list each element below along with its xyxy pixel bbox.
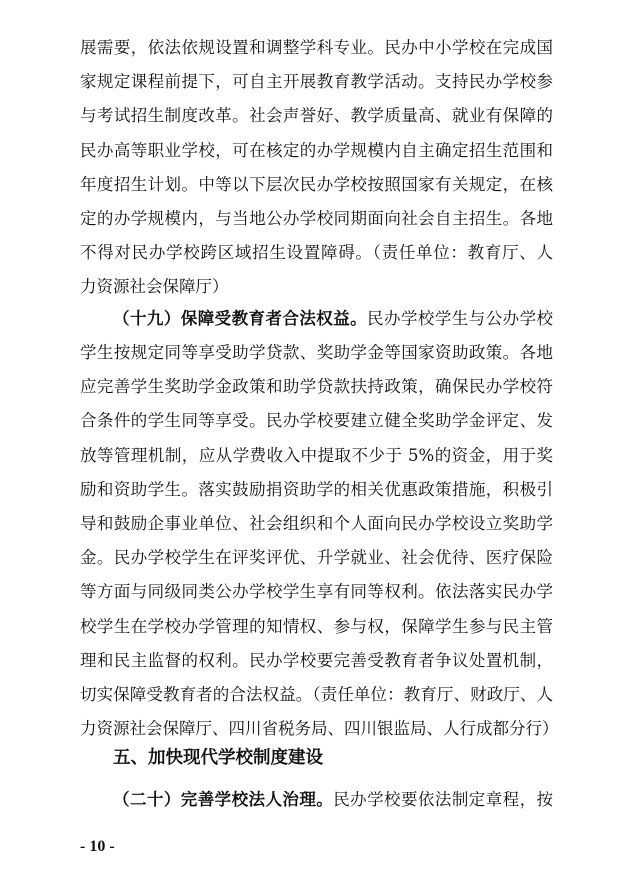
page-number: - 10 - — [80, 838, 115, 855]
text-line: 民办高等职业学校，可在核定的办学规模内自主确定招生范围和 — [80, 140, 553, 160]
paragraph-first-line — [113, 784, 553, 816]
paragraph-text: 民办学校要依法制定章程，按 — [333, 790, 554, 809]
text-line: 放等管理机制，应从学费收入中提取不少于 5%的资金，用于奖 — [80, 445, 553, 465]
paragraph-heading: （十九）保障受教育者合法权益。 — [113, 309, 368, 328]
section-heading: 五、加快现代学校制度建设 — [113, 748, 323, 768]
paragraph-heading: （二十）完善学校法人治理。 — [113, 790, 334, 809]
text-line: 励和资助学生。落实鼓励捐资助学的相关优惠政策措施，积极引 — [80, 479, 553, 499]
paragraph-first-line — [113, 303, 553, 335]
text-line: 金。民办学校学生在评奖评优、升学就业、社会优待、医疗保险 — [80, 548, 553, 568]
text-line: 展需要，依法依规设置和调整学科专业。民办中小学校在完成国 — [80, 38, 553, 57]
text-line: 切实保障受教育者的合法权益。（责任单位：教育厅、财政厅、人 — [80, 685, 553, 704]
text-line: 定的办学规模内，与当地公办学校同期面向社会自主招生。各地 — [80, 209, 553, 228]
text-line: 合条件的学生同等享受。民办学校要建立健全奖助学金评定、发 — [80, 411, 553, 431]
text-line: 力资源社会保障厅、四川省税务局、四川银监局、人行成都分行） — [80, 719, 559, 739]
text-line: 校学生在学校办学管理的知情权、参与权，保障学生参与民主管 — [80, 616, 553, 636]
text-line: 理和民主监督的权利。民办学校要完善受教育者争议处置机制， — [80, 650, 553, 670]
text-line: 不得对民办学校跨区域招生设置障碍。（责任单位：教育厅、人 — [80, 243, 553, 263]
text-line: 家规定课程前提下，可自主开展教育教学活动。支持民办学校参 — [80, 72, 553, 92]
text-line: 导和鼓励企事业单位、社会组织和个人面向民办学校设立奖助学 — [80, 514, 553, 533]
text-line: 等方面与同级同类公办学校学生享有同等权利。依法落实民办学 — [80, 582, 553, 602]
text-line: 年度招生计划。中等以下层次民办学校按照国家有关规定，在核 — [80, 174, 553, 194]
paragraph-text: 民办学校学生与公办学校 — [367, 309, 554, 328]
text-line: 学生按规定同等享受助学贷款、奖助学金等国家资助政策。各地 — [80, 343, 553, 362]
text-line: 力资源社会保障厅） — [80, 277, 229, 297]
text-line: 应完善学生奖助学金政策和助学贷款扶持政策，确保民办学校符 — [80, 377, 553, 397]
text-line: 与考试招生制度改革。社会声誉好、教学质量高、就业有保障的 — [80, 106, 553, 126]
